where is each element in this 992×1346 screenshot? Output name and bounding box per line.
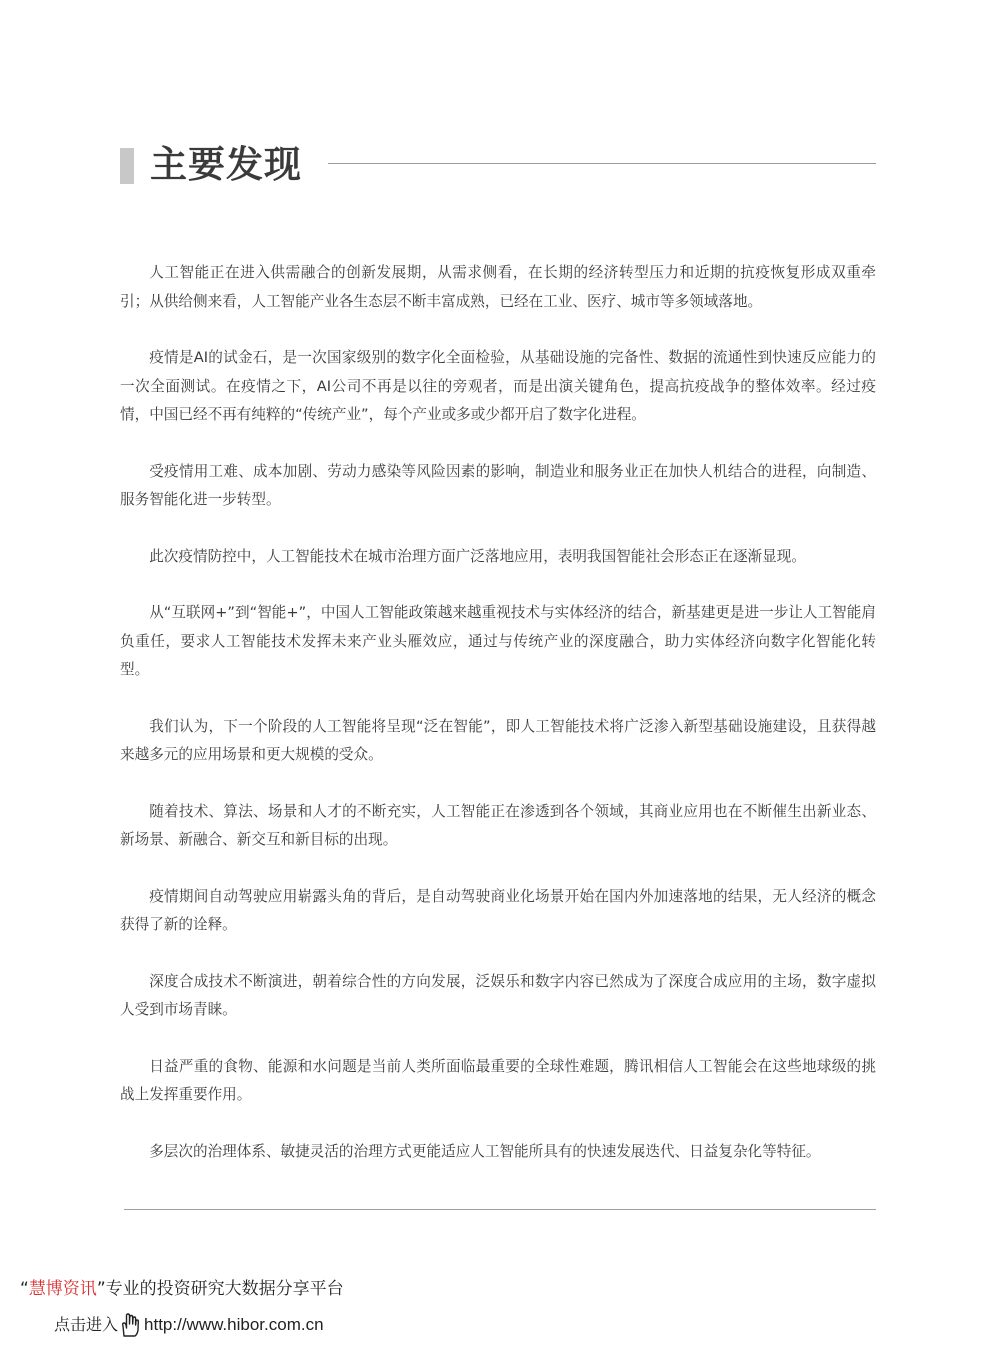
- heading-divider: [328, 163, 876, 164]
- page-title: 主要发现: [150, 143, 302, 186]
- quote-close: ”: [96, 1279, 106, 1299]
- tagline-text: 专业的投资研究大数据分享平台: [105, 1279, 344, 1299]
- promo-tagline: [20, 1277, 344, 1301]
- paragraph: 人工智能正在进入供需融合的创新发展期，从需求侧看，在长期的经济转型压力和近期的抗疫恢复形成双重牵引；从供给侧来看，人工智能产业各生态层不断丰富成熟，已经在工业、医疗、城市等多领域落地。: [120, 264, 876, 310]
- click-label[interactable]: 点击进入: [54, 1315, 119, 1334]
- paragraph: 受疫情用工难、成本加剧、劳动力感染等风险因素的影响，制造业和服务业正在加快人机结合的进程，向制造、服务智能化进一步转型。: [120, 462, 876, 508]
- pointing-hand-icon: [118, 1312, 142, 1338]
- paragraph: 疫情期间自动驾驶应用崭露头角的背后，是自动驾驶商业化场景开始在国内外加速落地的结果，无人经济的概念获得了新的诠释。: [120, 887, 876, 933]
- paragraph: 随着技术、算法、场景和人才的不断充实，人工智能正在渗透到各个领域，其商业应用也在不断催生出新业态、新场景、新融合、新交互和新目标的出现。: [120, 802, 876, 848]
- paragraph: 日益严重的食物、能源和水问题是当前人类所面临最重要的全球性难题，腾讯相信人工智能会在这些地球级的挑战上发挥重要作用。: [120, 1057, 876, 1103]
- findings-body: [120, 259, 876, 1194]
- hibor-link[interactable]: http://www.hibor.com.cn: [144, 1315, 324, 1334]
- heading-accent-bar: [120, 148, 134, 184]
- paragraph: 从“互联网+”到“智能+”，中国人工智能政策越来越重视技术与实体经济的结合，新基建更是进一步让人工智能肩负重任，要求人工智能技术发挥未来产业头雁效应，通过与传统产业的深度融合，助力实体经济向数字化智能化转型。: [120, 604, 876, 678]
- paragraph: 我们认为，下一个阶段的人工智能将呈现“泛在智能”，即人工智能技术将广泛渗入新型基础设施建设，且获得越来越多元的应用场景和更大规模的受众。: [120, 717, 876, 763]
- footer-divider: [124, 1209, 876, 1210]
- paragraph: 此次疫情防控中，人工智能技术在城市治理方面广泛落地应用，表明我国智能社会形态正在逐渐显现。: [149, 547, 806, 565]
- paragraph: 深度合成技术不断演进，朝着综合性的方向发展，泛娱乐和数字内容已然成为了深度合成应用的主场，数字虚拟人受到市场青睐。: [120, 972, 876, 1018]
- brand-name: 慧博资讯: [28, 1279, 97, 1299]
- section-heading: [120, 140, 876, 190]
- quote-open: “: [20, 1279, 29, 1299]
- promo-link[interactable]: [54, 1312, 324, 1338]
- paragraph: 多层次的治理体系、敏捷灵活的治理方式更能适应人工智能所具有的快速发展迭代、日益复杂化等特征。: [149, 1142, 821, 1160]
- paragraph: 疫情是AI的试金石，是一次国家级别的数字化全面检验，从基础设施的完备性、数据的流通性到快速反应能力的一次全面测试。在疫情之下，AI公司不再是以往的旁观者，而是出演关键角色，提高抗疫战争的整体效率。经过疫情，中国已经不再有纯粹的“传统产业”，每个产业或多或少都开启了数字化进程。: [120, 349, 876, 423]
